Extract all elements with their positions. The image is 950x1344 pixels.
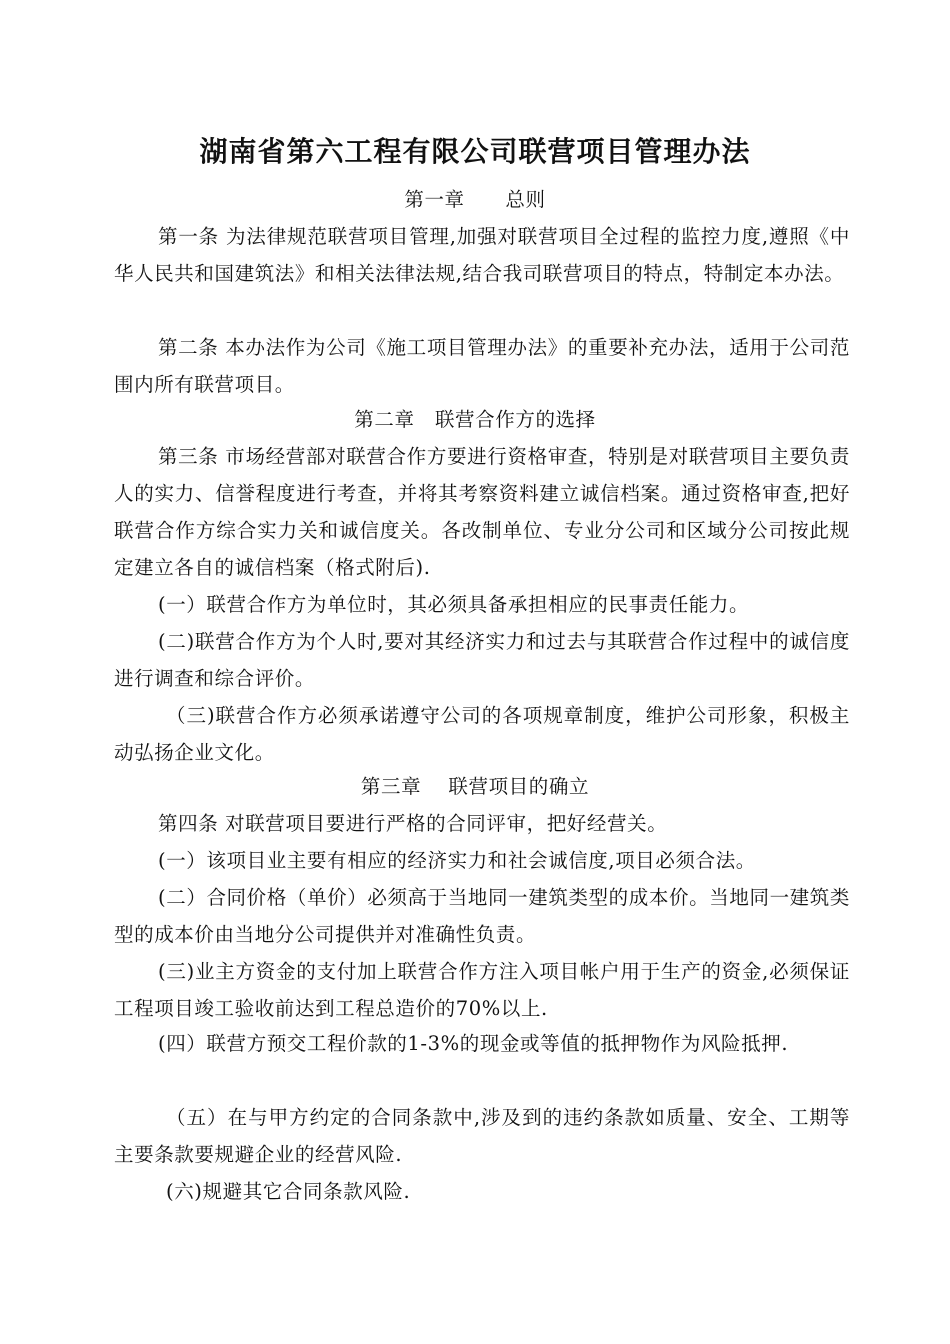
chapter-heading-3: 第三章 联营项目的确立 <box>360 775 590 798</box>
article-3-item-2: (二)联营合作方为个人时,要对其经济实力和过去与其联营合作过程中的诚信度进行调查和综合评价。 <box>114 630 850 690</box>
article-4-item-3: (三)业主方资金的支付加上联营合作方注入项目帐户用于生产的资金,必须保证工程项目竣工验收前达到工程总造价的70%以上. <box>114 960 850 1020</box>
article-4-item-2: (二）合同价格（单价）必须高于当地同一建筑类型的成本价。当地同一建筑类型的成本价由当地分公司提供并对准确性负责。 <box>114 886 850 946</box>
document-title: 湖南省第六工程有限公司联营项目管理办法 <box>199 135 751 168</box>
article-4: 第四条 对联营项目要进行严格的合同评审，把好经营关。 <box>158 812 668 835</box>
chapter-heading-1: 第一章 总则 <box>404 188 546 211</box>
article-4-item-6: (六)规避其它合同条款风险. <box>166 1180 411 1203</box>
article-3-item-1: (一）联营合作方为单位时，其必须具备承担相应的民事责任能力。 <box>158 593 750 616</box>
article-2: 第二条 本办法作为公司《施工项目管理办法》的重要补充办法，适用于公司范围内所有联营项目。 <box>114 336 850 396</box>
article-4-item-1: (一）该项目业主要有相应的经济实力和社会诚信度,项目必须合法。 <box>158 849 756 872</box>
article-4-item-4: (四）联营方预交工程价款的1-3%的现金或等值的抵押物作为风险抵押. <box>158 1032 789 1055</box>
article-4-item-5: （五）在与甲方约定的合同条款中,涉及到的违约条款如质量、安全、工期等主要条款要规避企业的经营风险. <box>114 1106 850 1166</box>
chapter-heading-2: 第二章 联营合作方的选择 <box>354 408 596 431</box>
article-3: 第三条 市场经营部对联营合作方要进行资格审查，特别是对联营项目主要负责人的实力、信誉程度进行考查，并将其考察资料建立诚信档案。通过资格审查,把好联营合作方综合实力关和诚信度关。各改制单位、专业分公司和区域分公司按此规定建立各自的诚信档案（格式附后). <box>114 445 850 579</box>
article-3-item-3: （三)联营合作方必须承诺遵守公司的各项规章制度，维护公司形象，积极主动弘扬企业文化。 <box>114 704 850 764</box>
article-1: 第一条 为法律规范联营项目管理,加强对联营项目全过程的监控力度,遵照《中华人民共和国建筑法》和相关法律法规,结合我司联营项目的特点，特制定本办法。 <box>114 225 850 285</box>
